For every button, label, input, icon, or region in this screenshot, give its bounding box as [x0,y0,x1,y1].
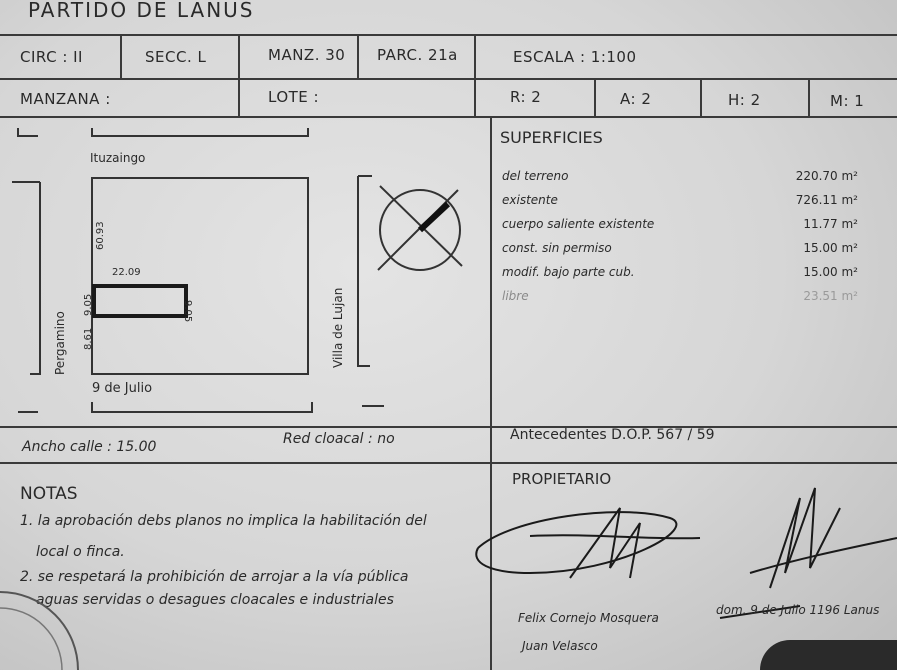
street-top-label: Ituzaingo [90,151,146,165]
superficie-value: 15.00 m² [803,265,858,279]
note-line: aguas servidas o desagues cloacales e industriales [36,592,394,608]
lot-left-bottom-dimension: 8.61 [83,327,94,350]
note-line: local o finca. [36,544,125,560]
a-cell: A: 2 [620,90,652,108]
superficie-value: 220.70 m² [795,169,858,183]
propietario-name-2: Juan Velasco [522,639,598,653]
stamp-graphic [0,585,90,670]
superficie-value: 726.11 m² [795,193,858,207]
rule-v1 [120,34,122,78]
site-plan-drawing [0,116,490,426]
page-title: PARTIDO DE LANUS [28,0,255,22]
propietario-title: PROPIETARIO [512,470,612,488]
rule-v6 [474,78,476,116]
m-cell: M: 1 [830,92,865,110]
rule-v5 [238,78,240,116]
h-cell: H: 2 [728,91,761,109]
propietario-name: Felix Cornejo Mosquera [518,611,659,625]
lot-left-dimension: 9.05 [83,293,94,316]
rule-info-bottom [0,462,897,464]
lot-outline [94,286,186,316]
corner-tl-outline [18,128,38,136]
lote-cell: LOTE : [268,88,320,106]
rule-v2 [238,34,240,78]
rule-top [0,34,897,36]
parc-cell: PARC. 21a [377,46,458,64]
superficie-label: del terreno [502,169,569,183]
street-right-label: Villa de Lujan [331,287,345,368]
note-line: 1. la aprobación debs planos no implica la habilitación del [20,513,427,529]
superficie-label: libre [502,289,529,303]
corner-distance-dimension: 60.93 [95,221,106,250]
circ-cell: CIRC : II [20,48,83,66]
street-bottom-label: 9 de Julio [92,381,153,396]
rule-v4 [474,34,476,78]
shadow-corner [760,640,897,670]
street-right-outline [358,176,370,366]
r-cell: R: 2 [510,88,542,106]
lot-width-dimension: 22.09 [112,267,141,278]
superficie-value: 15.00 m² [803,241,858,255]
street-left-label: Pergamino [53,311,67,375]
superficies-title: SUPERFICIES [500,128,603,147]
lot-height-dimension: 9.05 [182,300,193,323]
superficie-value: 11.77 m² [803,217,858,231]
superficie-label: cuerpo saliente existente [502,217,655,231]
rule-v3 [357,34,359,78]
escala-cell: ESCALA : 1:100 [513,48,637,66]
rule-v8 [700,78,702,116]
rule-v7 [594,78,596,116]
rule-header-mid [0,78,897,80]
notas-title: NOTAS [20,484,78,504]
superficie-label: modif. bajo parte cub. [502,265,635,279]
antecedentes: Antecedentes D.O.P. 567 / 59 [510,427,715,443]
red-cloacal: Red cloacal : no [283,431,395,447]
ancho-calle: Ancho calle : 15.00 [22,439,157,455]
street-left-outline [30,182,40,374]
secc-cell: SECC. L [145,48,207,66]
propietario-address: dom. 9 de Julio 1196 Lanus [716,603,880,617]
note-line: 2. se respetará la prohibición de arrojar a la vía pública [20,569,409,585]
rule-plan-bottom [0,426,897,428]
superficie-value: 23.51 m² [803,289,858,303]
superficie-label: existente [502,193,558,207]
manz-cell: MANZ. 30 [268,46,346,64]
rule-v9 [808,78,810,116]
street-top-outline [92,128,308,136]
street-bottom-outline [92,402,312,412]
manzana-cell: MANZANA : [20,90,111,108]
north-arrow-icon [378,186,462,270]
superficie-label: const. sin permiso [502,241,612,255]
